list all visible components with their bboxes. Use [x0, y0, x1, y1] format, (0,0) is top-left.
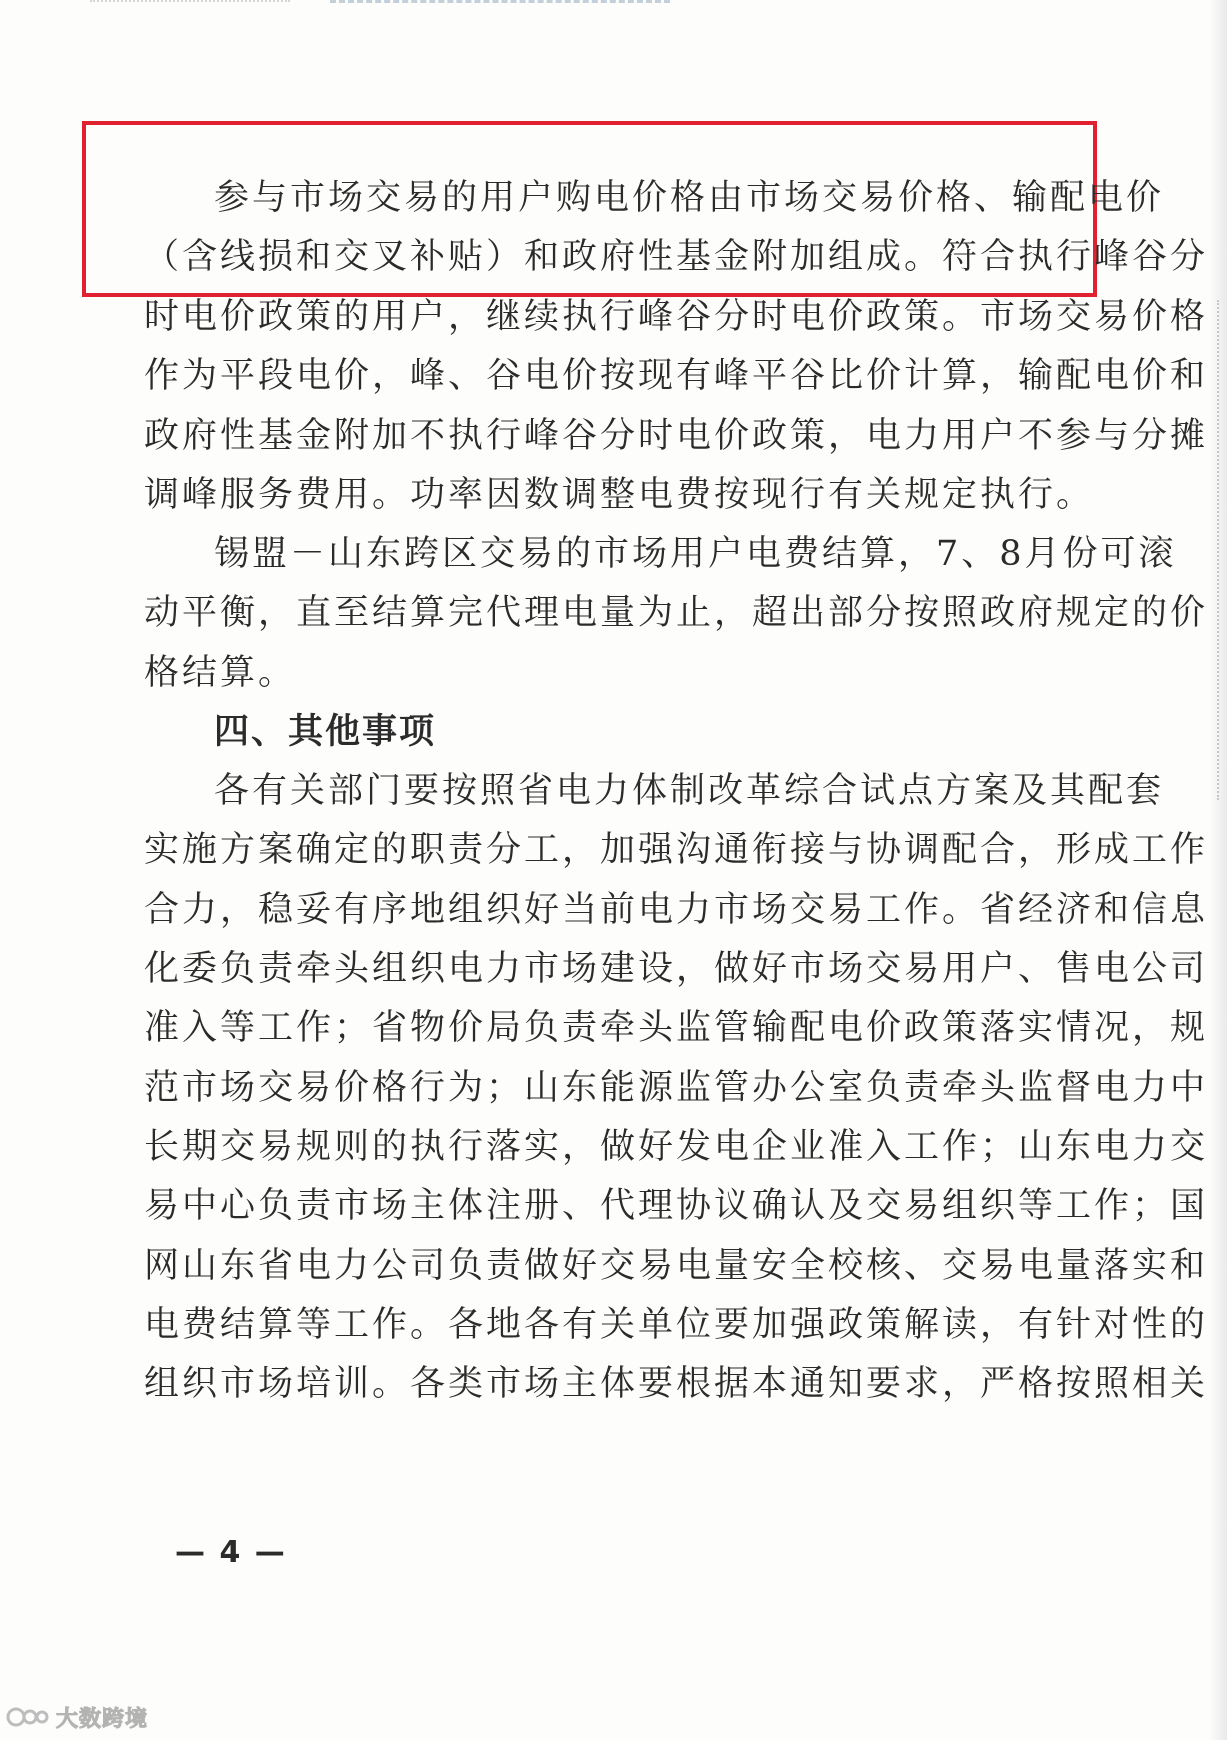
- page-number: — 4 —: [175, 1535, 287, 1570]
- paragraph-line: 作为平段电价，峰、谷电价按现有峰平谷比价计算，输配电价和: [144, 356, 1209, 396]
- paragraph-line: （含线损和交叉补贴）和政府性基金附加组成。符合执行峰谷分: [144, 237, 1209, 277]
- scan-edge-marks: [1211, 300, 1219, 800]
- paragraph-line: 调峰服务费用。功率因数调整电费按现行有关规定执行。: [144, 475, 1095, 515]
- paragraph-line: 长期交易规则的执行落实，做好发电企业准入工作；山东电力交: [144, 1127, 1209, 1167]
- watermark: [6, 1700, 148, 1734]
- paragraph-line: 时电价政策的用户，继续执行峰谷分时电价政策。市场交易价格: [144, 297, 1209, 337]
- paragraph-line: 合力，稳妥有序地组织好当前电力市场交易工作。省经济和信息: [144, 890, 1209, 930]
- paragraph-line: 参与市场交易的用户购电价格由市场交易价格、输配电价: [214, 178, 1165, 218]
- paragraph-line: 准入等工作；省物价局负责牵头监管输配电价政策落实情况，规: [144, 1008, 1209, 1048]
- paragraph-line: 组织市场培训。各类市场主体要根据本通知要求，严格按照相关: [144, 1364, 1209, 1404]
- paragraph-line: 化委负责牵头组织电力市场建设，做好市场交易用户、售电公司: [144, 949, 1209, 989]
- scan-mark: [330, 0, 670, 9]
- watermark-logo-icon: [6, 1703, 50, 1731]
- scan-mark: [90, 0, 290, 6]
- section-heading: 四、其他事项: [214, 712, 437, 752]
- paragraph-line: 网山东省电力公司负责做好交易电量安全校核、交易电量落实和: [144, 1246, 1209, 1286]
- paragraph-line: 各有关部门要按照省电力体制改革综合试点方案及其配套: [214, 771, 1165, 811]
- paragraph-line: 政府性基金附加不执行峰谷分时电价政策，电力用户不参与分摊: [144, 416, 1209, 456]
- paragraph-line: 锡盟－山东跨区交易的市场用户电费结算，7、8月份可滚: [214, 534, 1177, 574]
- paragraph-line: 动平衡，直至结算完代理电量为止，超出部分按照政府规定的价: [144, 593, 1209, 633]
- watermark-text: 大数跨境: [56, 1706, 149, 1732]
- paragraph-line: 电费结算等工作。各地各有关单位要加强政策解读，有针对性的: [144, 1305, 1209, 1345]
- paragraph-line: 范市场交易价格行为；山东能源监管办公室负责牵头监督电力中: [144, 1068, 1209, 1108]
- paragraph-line: 实施方案确定的职责分工，加强沟通衔接与协调配合，形成工作: [144, 830, 1209, 870]
- scan-edge: [1209, 0, 1227, 1740]
- paragraph-line: 易中心负责市场主体注册、代理协议确认及交易组织等工作；国: [144, 1186, 1209, 1226]
- paragraph-line: 格结算。: [144, 653, 297, 693]
